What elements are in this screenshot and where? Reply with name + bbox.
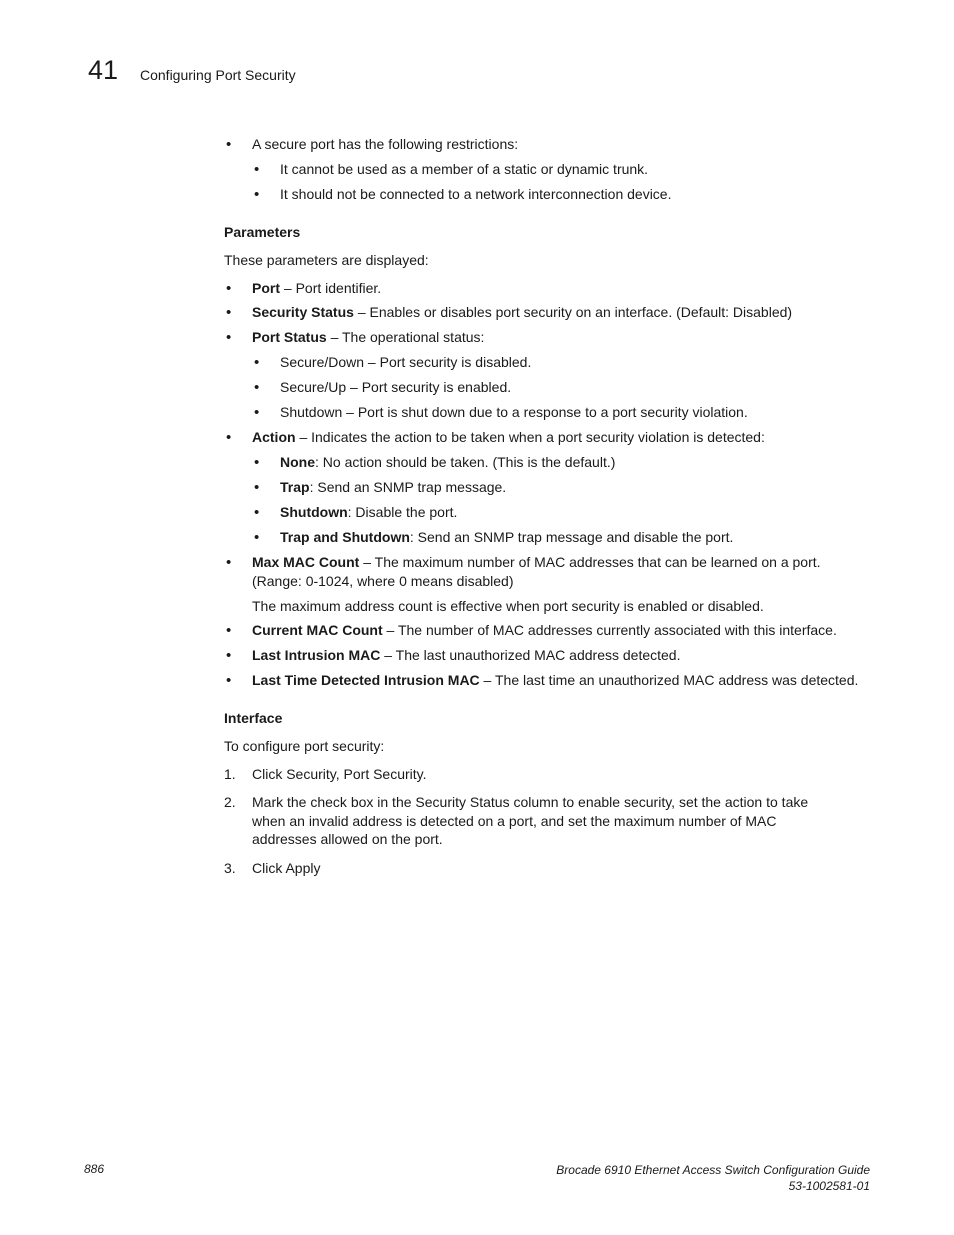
doc-number: 53-1002581-01 [788,1179,870,1193]
param-action [252,428,765,446]
param-desc: – The last time an unauthorized MAC address was detected. [479,672,859,688]
bullet: • [254,454,260,471]
step-text: Click Security, Port Security. [252,766,427,782]
restrictions-intro: A secure port has the following restrictions: [252,136,519,152]
chapter-title: Configuring Port Security [140,67,296,83]
param-current-mac [252,621,837,639]
action-term: Trap and Shutdown [280,529,410,545]
param-term: Max MAC Count [252,554,360,570]
param-max-mac [252,553,821,571]
port-status-item: Shutdown – Port is shut down due to a response to a port security violation. [280,404,748,420]
param-term: Port [252,280,280,296]
port-status-item: Secure/Up – Port security is enabled. [280,379,512,395]
action-term: None [280,454,315,470]
step-number: 2. [224,794,236,810]
param-max-mac-range: (Range: 0-1024, where 0 means disabled) [252,573,514,589]
param-last-intrusion [252,646,680,664]
bullet: • [254,404,260,421]
bullet: • [226,280,232,297]
action-desc: : Send an SNMP trap message. [309,479,507,495]
port-status-item: Secure/Down – Port security is disabled. [280,354,532,370]
step-text: Mark the check box in the Security Status column to enable security, set the action to take [252,794,809,810]
parameters-heading: Parameters [224,224,301,240]
step-number: 3. [224,860,236,876]
bullet: • [254,161,260,178]
param-desc: – Enables or disables port security on an interface. (Default: Disabled) [353,304,793,320]
param-last-time [252,671,858,689]
step-text: addresses allowed on the port. [252,831,443,847]
interface-heading: Interface [224,710,283,726]
restriction-item: It cannot be used as a member of a static or dynamic trunk. [280,161,649,177]
bullet: • [254,354,260,371]
book-title: Brocade 6910 Ethernet Access Switch Configuration Guide [556,1163,870,1177]
param-max-mac-note: The maximum address count is effective when port security is enabled or disabled. [252,598,764,614]
param-term: Action [252,429,296,445]
bullet: • [226,329,232,346]
action-desc: : Send an SNMP trap message and disable the port. [409,529,734,545]
param-desc: – The last unauthorized MAC address detected. [380,647,681,663]
bullet: • [226,672,232,689]
action-item [280,478,506,496]
interface-intro: To configure port security: [224,738,385,754]
bullet: • [254,186,260,203]
param-port [252,279,381,297]
page-number: 886 [84,1162,105,1176]
param-security-status [252,303,792,321]
param-desc: – Indicates the action to be taken when a port security violation is detected: [295,429,765,445]
action-item [280,528,733,546]
param-desc: – The number of MAC addresses currently associated with this interface. [382,622,837,638]
step-number: 1. [224,766,236,782]
bullet: • [254,504,260,521]
action-term: Shutdown [280,504,348,520]
param-term: Security Status [252,304,354,320]
bullet: • [226,554,232,571]
restriction-item: It should not be connected to a network interconnection device. [280,186,672,202]
bullet: • [226,429,232,446]
param-term: Last Time Detected Intrusion MAC [252,672,480,688]
step-text: when an invalid address is detected on a port, and set the maximum number of MAC [252,813,777,829]
bullet: • [254,479,260,496]
bullet: • [226,136,232,153]
param-desc: – The operational status: [326,329,485,345]
bullet: • [226,622,232,639]
param-desc: – The maximum number of MAC addresses that can be learned on a port. [359,554,821,570]
action-desc: : No action should be taken. (This is the default.) [315,454,616,470]
param-term: Last Intrusion MAC [252,647,381,663]
step-text: Click Apply [252,860,321,876]
param-desc: – Port identifier. [280,280,382,296]
footer-info [556,1162,870,1194]
bullet: • [226,304,232,321]
action-desc: : Disable the port. [347,504,458,520]
action-term: Trap [280,479,310,495]
action-item [280,453,615,471]
parameters-intro: These parameters are displayed: [224,252,429,268]
action-item [280,503,457,521]
param-term: Port Status [252,329,327,345]
bullet: • [254,529,260,546]
chapter-number: 41 [88,55,119,85]
param-port-status [252,328,484,346]
bullet: • [254,379,260,396]
bullet: • [226,647,232,664]
param-term: Current MAC Count [252,622,383,638]
